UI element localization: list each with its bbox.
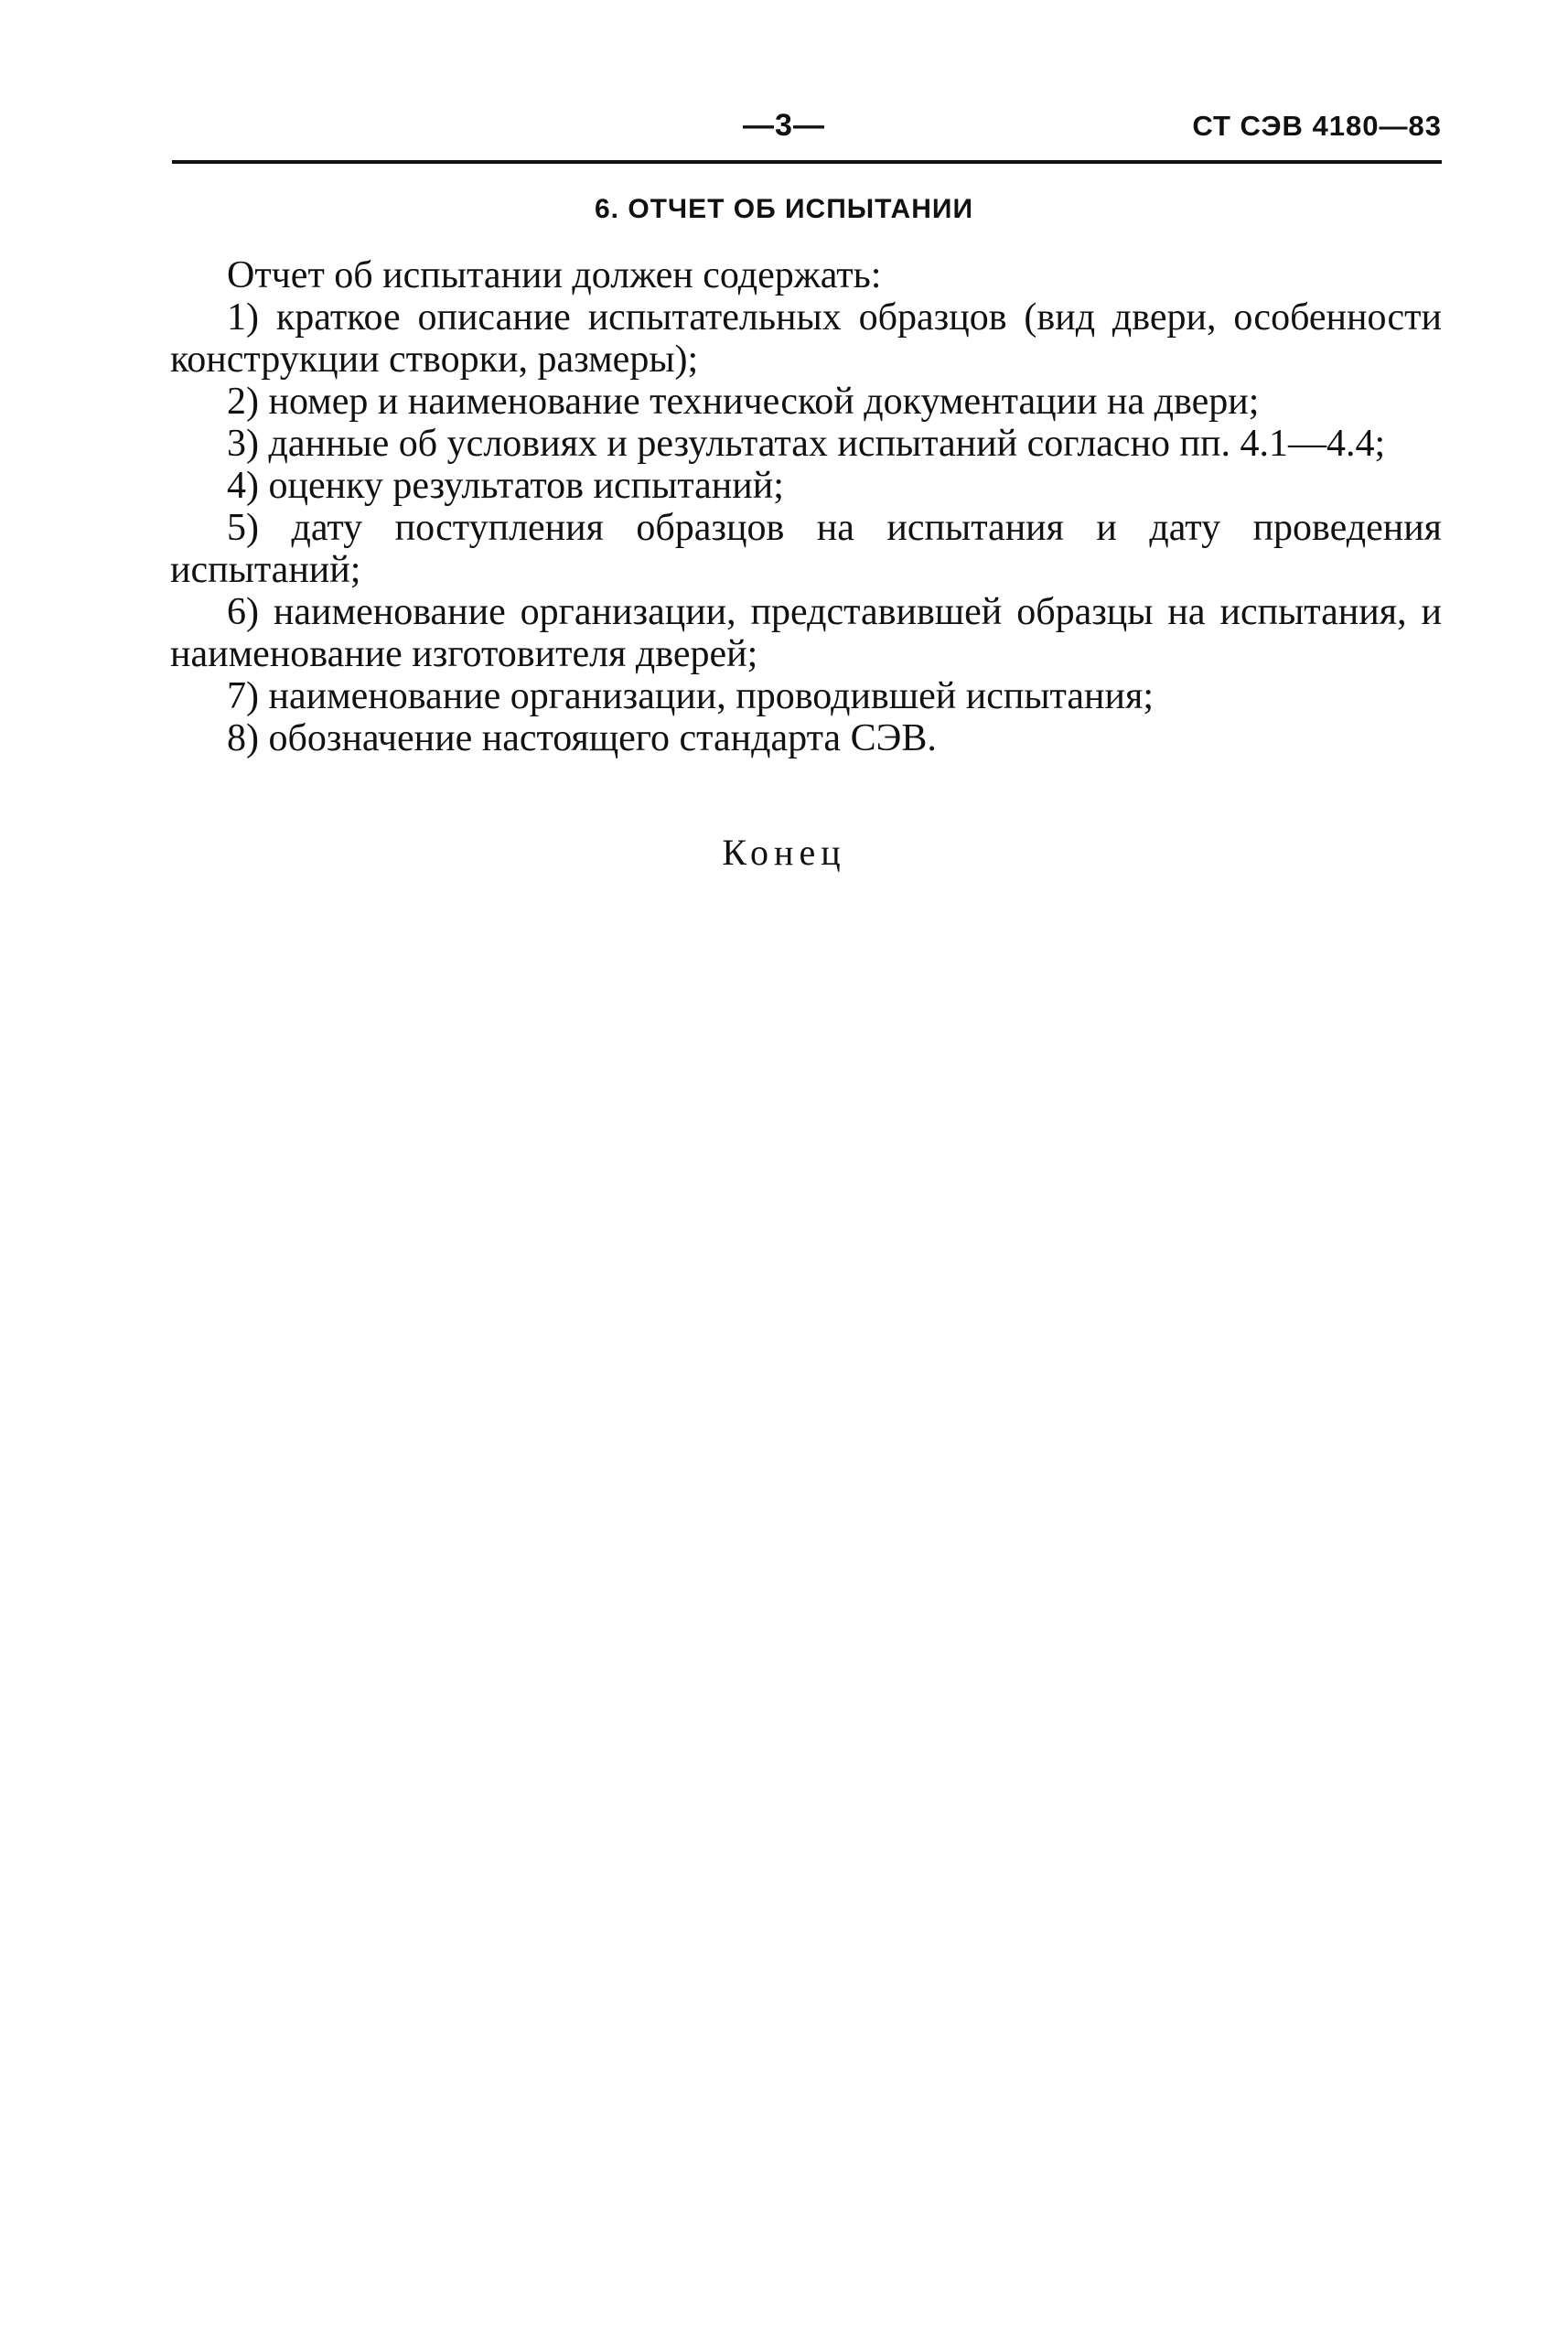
intro-paragraph: Отчет об испытании должен содержать: [227,254,882,296]
list-item: 6) наименование организации, представившей образцы на испытания, и наименование изготовителя дверей; [170,591,1442,675]
header-divider [172,160,1442,164]
report-requirements-text [170,254,1442,759]
section-heading: 6. ОТЧЕТ ОБ ИСПЫТАНИИ [594,194,974,224]
list-item: 1) краткое описание испытательных образцов (вид двери, особенности конструкции створки, размеры); [170,296,1442,381]
list-item: 7) наименование организации, проводившей испытания; [227,675,1154,717]
list-item: 4) оценку результатов испытаний; [227,465,784,507]
list-item: 5) дату поступления образцов на испытания и дату проведения испытаний; [170,507,1442,591]
list-item: 2) номер и наименование технической документации на двери; [227,381,1260,423]
document-code: СТ СЭВ 4180—83 [1192,110,1442,142]
end-marker: Конец [722,832,846,873]
list-item: 3) данные об условиях и результатах испытаний согласно пп. 4.1—4.4; [227,423,1386,465]
list-item: 8) обозначение настоящего стандарта СЭВ. [227,717,937,759]
page-number: —3— [743,108,825,143]
